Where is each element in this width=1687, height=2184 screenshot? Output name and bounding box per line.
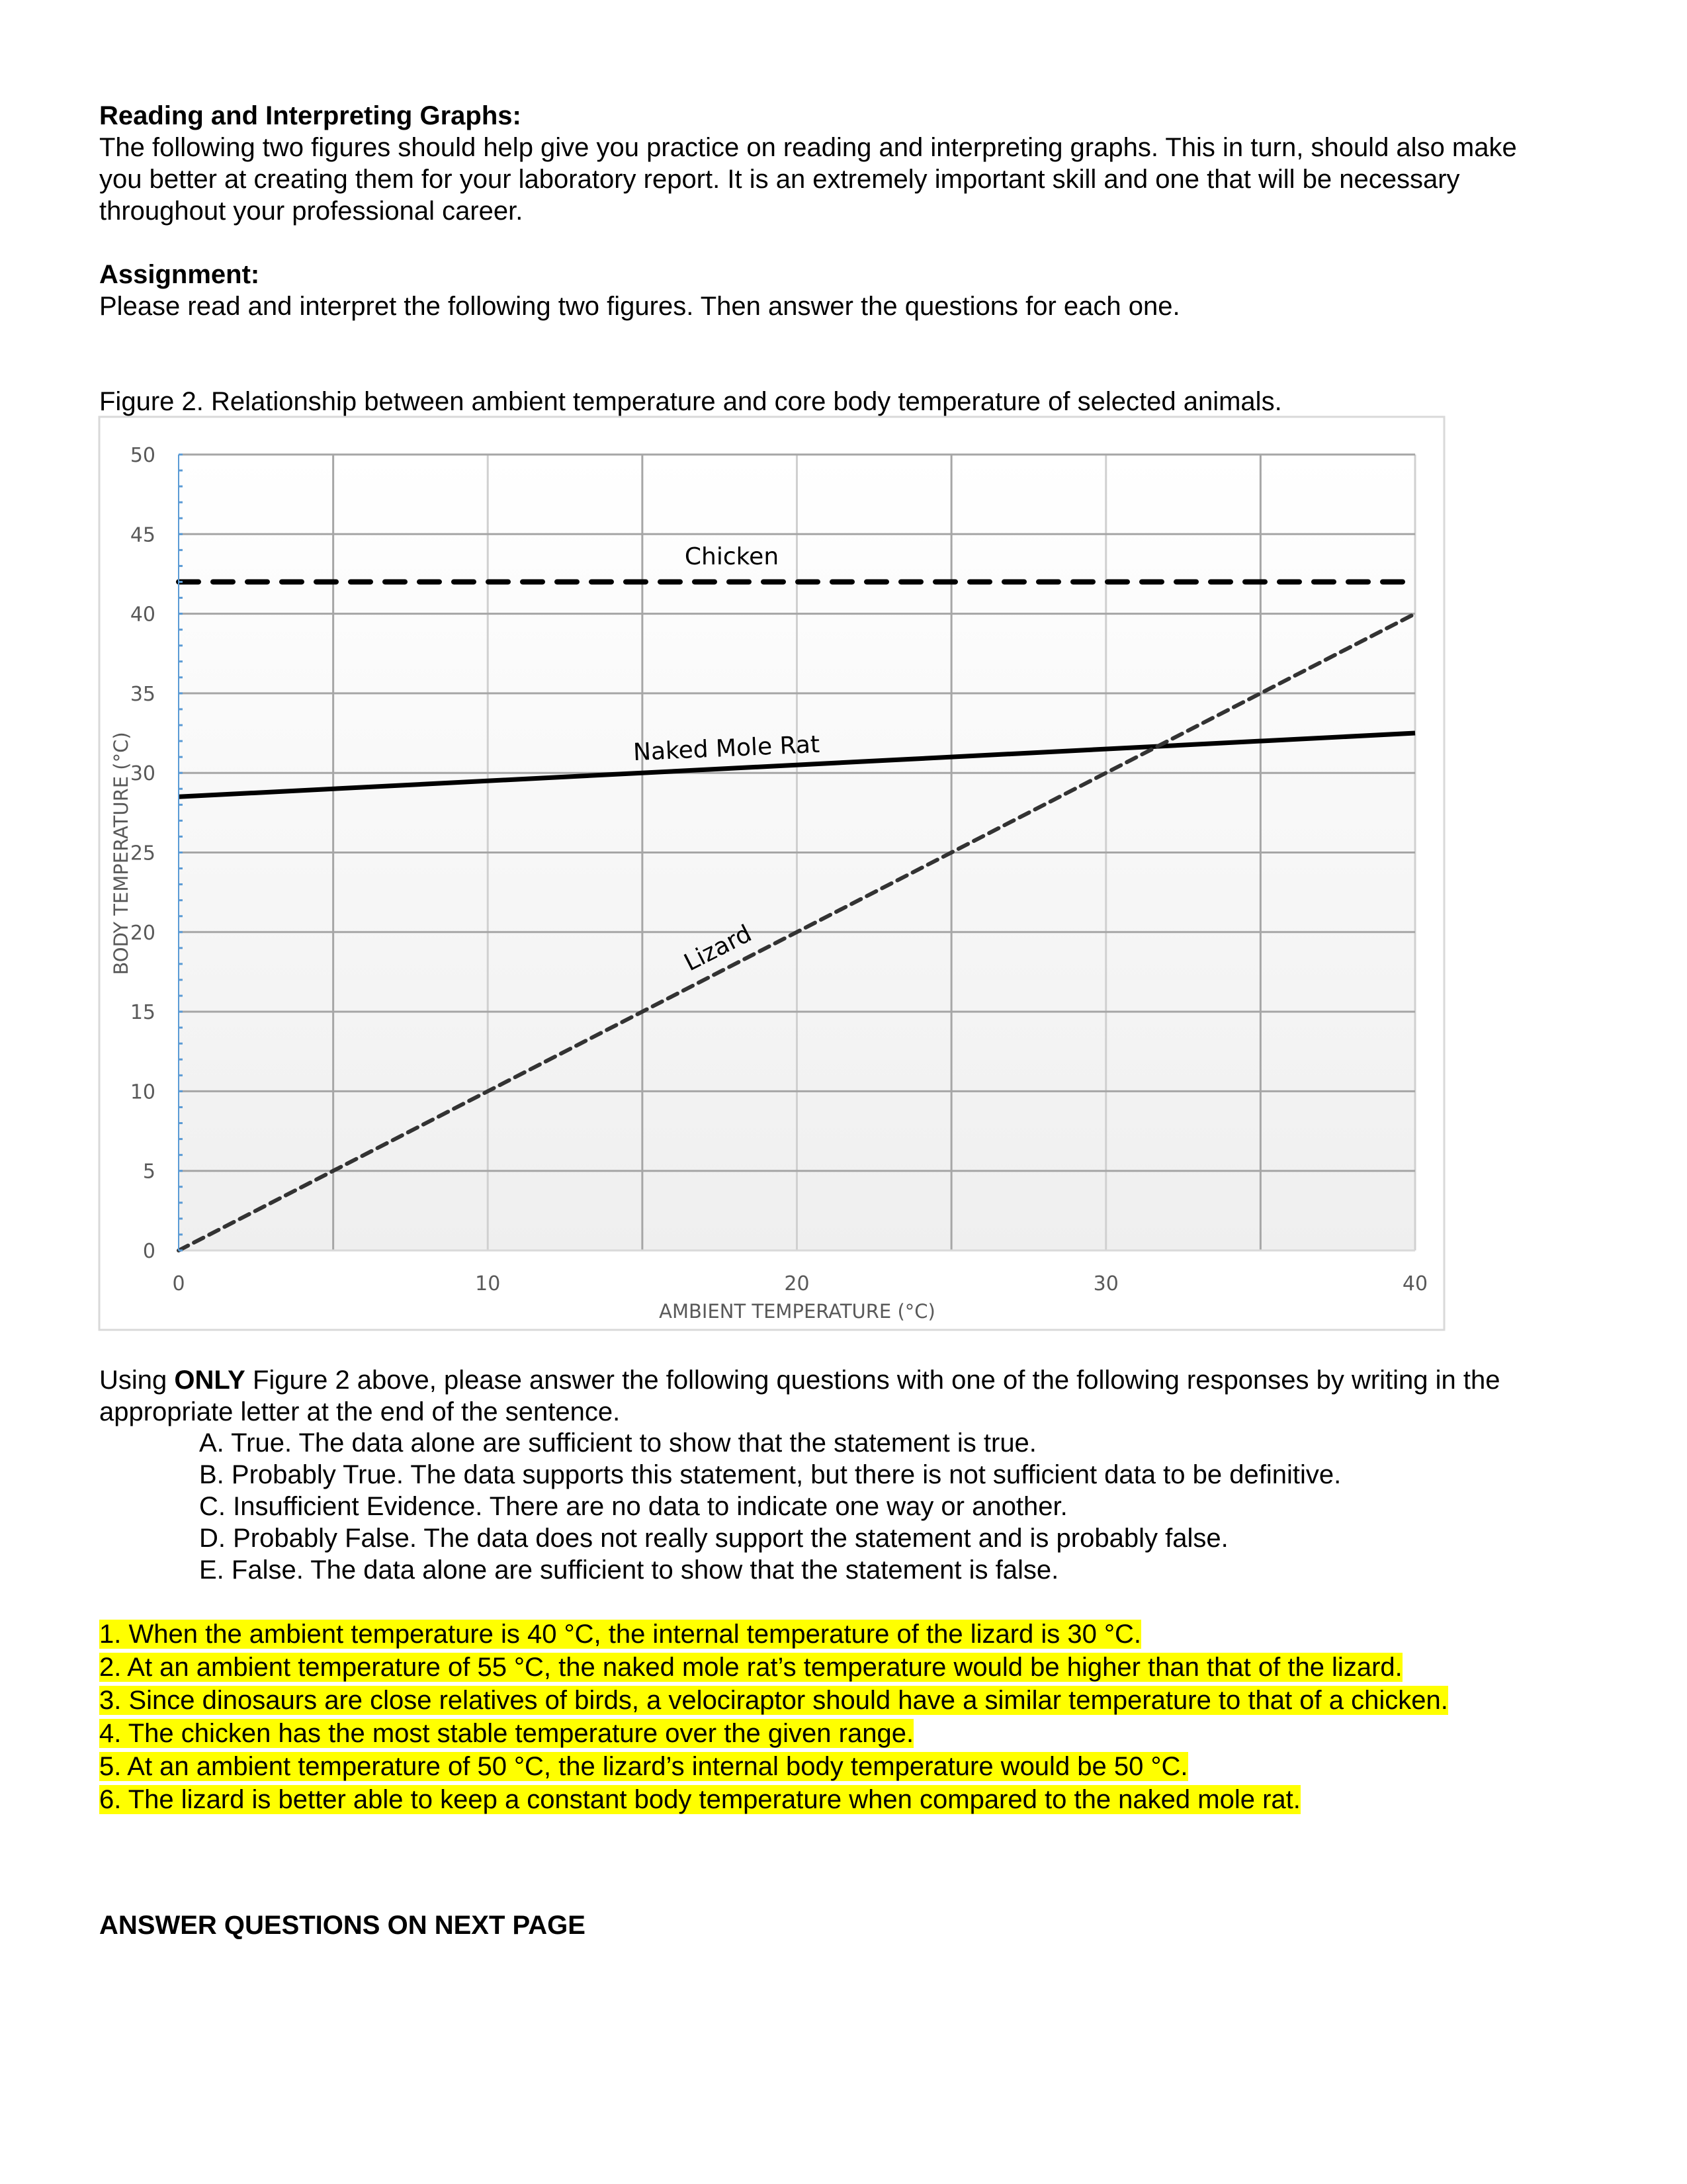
y-tick-label: 5 xyxy=(142,1160,155,1184)
option-a: A. True. The data alone are sufficient to show that the statement is true. xyxy=(199,1428,1037,1458)
instructions-bold: ONLY xyxy=(174,1366,245,1395)
questions-list xyxy=(99,1618,1448,1816)
footer-note: ANSWER QUESTIONS ON NEXT PAGE xyxy=(99,1911,585,1940)
intro-line: throughout your professional career. xyxy=(99,197,523,226)
question-6: 6. The lizard is better able to keep a constant body temperature when compared to the naked mole rat. xyxy=(99,1785,1301,1814)
option-d: D. Probably False. The data does not really support the statement and is probably false. xyxy=(199,1524,1229,1553)
intro-line: you better at creating them for your laboratory report. It is an extremely important skill and one that will be necessary xyxy=(99,165,1460,194)
naked-mole-rat-label: Naked Mole Rat xyxy=(632,730,820,767)
question-4: 4. The chicken has the most stable temperature over the given range. xyxy=(99,1719,914,1748)
y-tick-label: 15 xyxy=(130,1001,155,1025)
option-b: B. Probably True. The data supports this statement, but there is not sufficient data to be definitive. xyxy=(199,1460,1342,1489)
y-tick-label: 35 xyxy=(130,682,155,706)
y-tick-label: 10 xyxy=(130,1080,155,1104)
x-axis-title: AMBIENT TEMPERATURE (°C) xyxy=(659,1300,935,1323)
assignment-text: Please read and interpret the following two figures. Then answer the questions for each one. xyxy=(99,292,1180,321)
instructions-prefix: Using xyxy=(99,1366,175,1395)
option-e: E. False. The data alone are sufficient to show that the statement is false. xyxy=(199,1555,1059,1585)
x-tick-label: 20 xyxy=(784,1272,810,1295)
y-tick-label: 50 xyxy=(130,444,155,467)
question-1: 1. When the ambient temperature is 40 °C, the internal temperature of the lizard is 30 °C. xyxy=(99,1620,1141,1649)
y-tick-label: 40 xyxy=(130,603,155,627)
option-c: C. Insufficient Evidence. There are no data to indicate one way or another. xyxy=(199,1492,1068,1521)
intro-line: The following two figures should help give you practice on reading and interpreting graphs. This in turn, should also make xyxy=(99,133,1517,162)
x-tick-label: 10 xyxy=(475,1272,501,1295)
y-tick-label: 45 xyxy=(130,523,155,547)
y-axis-title: BODY TEMPERATURE (°C) xyxy=(110,732,132,975)
question-5: 5. At an ambient temperature of 50 °C, the lizard’s internal body temperature would be 50 °C. xyxy=(99,1752,1188,1781)
instructions-rest: Figure 2 above, please answer the following questions with one of the following responses by writing in the xyxy=(245,1366,1500,1395)
y-tick-label: 20 xyxy=(130,921,155,945)
question-2: 2. At an ambient temperature of 55 °C, the naked mole rat’s temperature would be higher than that of the lizard. xyxy=(99,1653,1403,1682)
intro-heading: Reading and Interpreting Graphs: xyxy=(99,101,521,130)
chicken-label: Chicken xyxy=(684,543,779,570)
question-3: 3. Since dinosaurs are close relatives of birds, a velociraptor should have a similar temperature to that of a chicken. xyxy=(99,1686,1448,1715)
response-options xyxy=(199,1427,1341,1586)
figure-caption: Figure 2. Relationship between ambient temperature and core body temperature of selected animals. xyxy=(99,387,1282,416)
x-tick-label: 30 xyxy=(1093,1272,1119,1295)
y-tick-label: 25 xyxy=(130,842,155,865)
x-tick-label: 40 xyxy=(1402,1272,1428,1295)
assignment-heading: Assignment: xyxy=(99,260,260,289)
lizard-label: Lizard xyxy=(679,920,756,977)
instructions xyxy=(99,1364,1500,1428)
instructions-line2: appropriate letter at the end of the sentence. xyxy=(99,1397,621,1426)
y-tick-label: 30 xyxy=(130,762,155,786)
x-tick-label: 0 xyxy=(172,1272,185,1295)
y-tick-label: 0 xyxy=(142,1240,155,1263)
